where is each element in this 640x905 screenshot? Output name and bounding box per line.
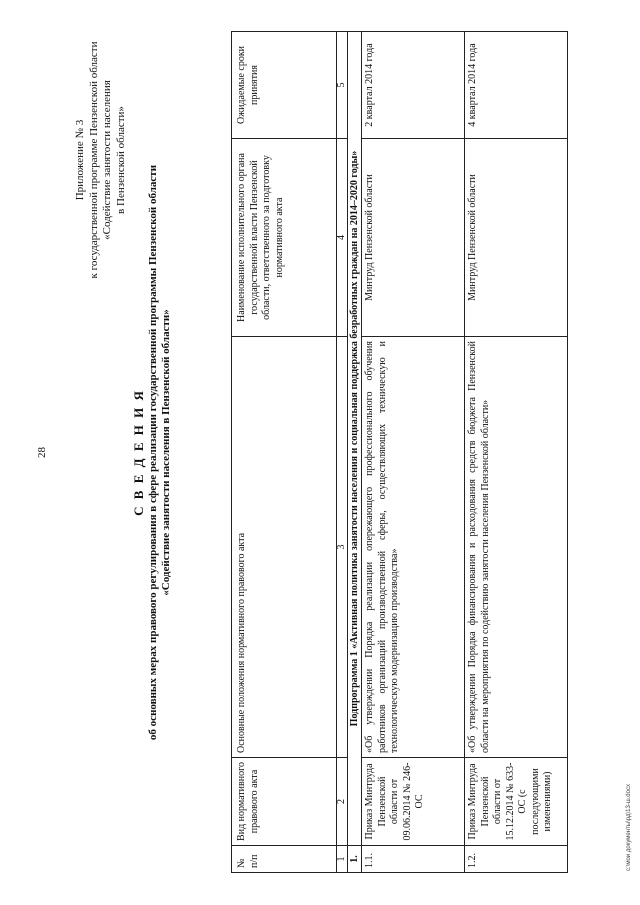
- appendix-note: [74, 25, 128, 295]
- row-term: 2 квартал 2014 года: [362, 32, 465, 139]
- table-header-row: [232, 32, 337, 873]
- footer-file-path: c:\мои документы\рд\13-ш.docx: [626, 784, 632, 871]
- title-line-2: об основных мерах правового регулирования в сфере реализации государственной программы Пензенской области: [147, 164, 159, 741]
- section-num-cell: 1.: [348, 846, 362, 873]
- row-org: Минтруд Пензенской области: [362, 139, 465, 337]
- measures-table: [231, 31, 568, 873]
- row-desc: «Об утверждении Порядка финансирования и расходования средств бюджета Пензенской области на мероприятия по содействию занятости населения Пензенской области»: [465, 337, 568, 758]
- section-title: Подпрограмма 1 «Активная политика занятости населения и социальная поддержка безработных граждан на 2014–2020 годы»: [348, 32, 362, 846]
- header-term: Ожидаемые сроки принятия: [232, 32, 337, 139]
- row-org: Минтруд Пензенской области: [465, 139, 568, 337]
- row-kind: Приказ Минтруда Пензенской области от 09.06.2014 № 246-ОС: [362, 758, 465, 846]
- column-numbers-row: [337, 32, 348, 873]
- appendix-line-3: «Содействие занятости населения: [101, 80, 113, 240]
- table-row: [465, 32, 568, 873]
- row-num: 1.1.: [362, 846, 465, 873]
- table-row: [362, 32, 465, 873]
- column-number: 5: [337, 32, 348, 139]
- row-num: 1.2.: [465, 846, 568, 873]
- column-number: 1: [337, 846, 348, 873]
- row-kind: Приказ Минтруда Пензенской области от 15.12.2014 № 633-ОС (с последующими изменениями): [465, 758, 568, 846]
- title-line-3: «Содействие занятости населения в Пензенской области»: [160, 309, 172, 596]
- header-org: Наименование исполнительного органа государственной власти Пензенской области, ответственного за подготовку нормативного акта: [232, 139, 337, 337]
- section-row: [348, 32, 362, 873]
- column-number: 3: [337, 337, 348, 758]
- document-title: [131, 0, 173, 905]
- appendix-line-4: в Пензенской области»: [114, 106, 127, 214]
- appendix-line-2: к государственной программе Пензенской области: [87, 41, 100, 279]
- appendix-line-1: Приложение № 3: [74, 119, 86, 201]
- row-desc: «Об утверждении Порядка реализации опережающего профессионального обучения работников организаций производственной сферы, осуществляющих техническую и технологическую модернизацию производства»: [362, 337, 465, 758]
- header-kind: Вид нормативного правового акта: [232, 758, 337, 846]
- page-number: 28: [36, 447, 48, 458]
- header-num: № п/п: [232, 846, 337, 873]
- header-desc: Основные положения нормативного правового акта: [232, 337, 337, 758]
- column-number: 2: [337, 758, 348, 846]
- title-main: С В Е Д Е Н И Я: [131, 389, 146, 516]
- column-number: 4: [337, 139, 348, 337]
- row-term: 4 квартал 2014 года: [465, 32, 568, 139]
